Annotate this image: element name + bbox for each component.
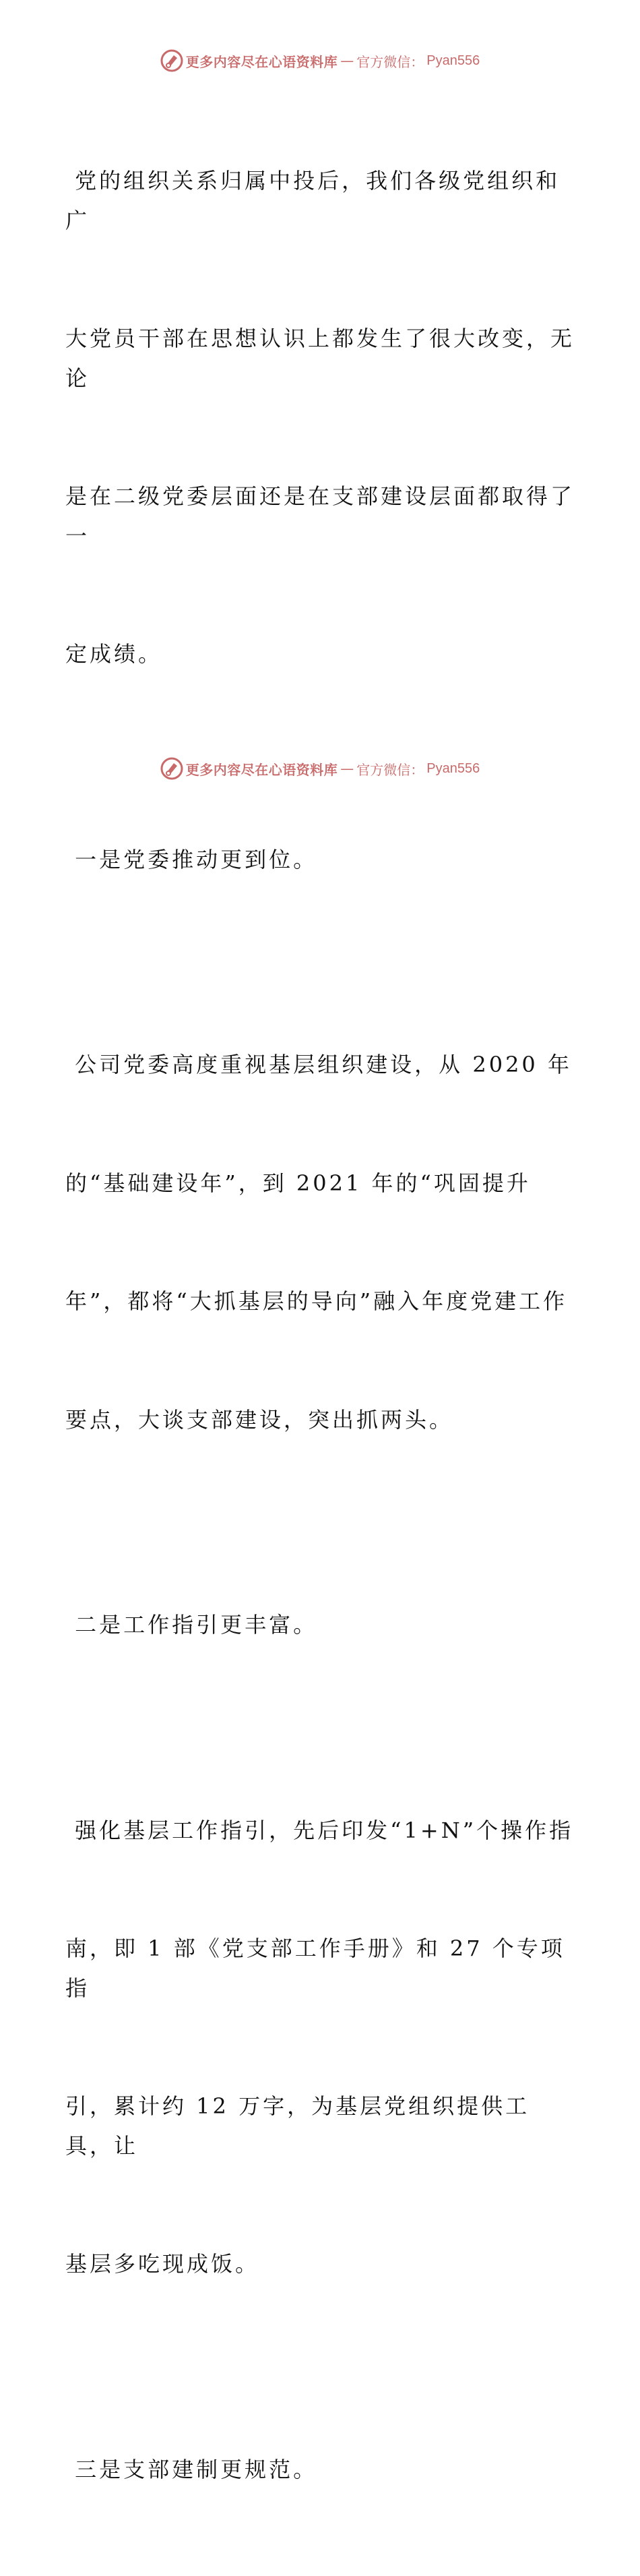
- header-banner-text: 更多内容尽在心语资料库: [185, 53, 338, 70]
- footer-watermark-banner: [0, 755, 640, 782]
- paragraph-point-one: [65, 966, 577, 1518]
- text-line: 南，即 1 部《党支部工作手册》和 27 个专项指: [65, 1936, 565, 2001]
- text-line: 二是工作指引更丰富。: [65, 1612, 318, 1638]
- text-line: 要点，大谈支部建设，突出抓两头。: [65, 1406, 454, 1433]
- heading-point-three: [65, 2371, 577, 2569]
- document-body: [65, 82, 577, 2576]
- header-watermark-banner: [0, 47, 640, 74]
- text-line: 一是党委推动更到位。: [65, 846, 318, 872]
- heading-point-two: [65, 1526, 577, 1724]
- text-line: 强化基层工作指引，先后印发“1+N”个操作指: [65, 1817, 574, 1843]
- header-wechat-id: Pyan556: [426, 53, 480, 68]
- text-line: 公司党委高度重视基层组织建设，从 2020 年: [65, 1052, 572, 1077]
- text-line: 年”，都将“大抓基层的导向”融入年度党建工作: [65, 1288, 568, 1314]
- footer-wechat-label: 官方微信：: [356, 761, 424, 778]
- footer-banner-separator: —: [340, 760, 354, 777]
- brand-logo-icon: [160, 49, 183, 72]
- footer-wechat-id: Pyan556: [426, 760, 480, 776]
- heading-point-one: [65, 761, 577, 959]
- header-banner-separator: —: [340, 53, 354, 69]
- text-line: 三是支部建制更规范。: [65, 2456, 318, 2482]
- text-line: 的“基础建设年”，到 2021 年的“巩固提升: [65, 1170, 531, 1196]
- paragraph-point-two: [65, 1732, 577, 2363]
- text-line: 引，累计约 12 万字，为基层党组织提供工具，让: [65, 2093, 530, 2159]
- text-line: 大党员干部在思想认识上都发生了很大改变，无论: [65, 326, 575, 391]
- footer-banner-text: 更多内容尽在心语资料库: [185, 761, 338, 778]
- brand-logo-icon: [160, 757, 183, 780]
- text-line: 基层多吃现成饭。: [65, 2251, 260, 2277]
- text-line: 党的组织关系归属中投后，我们各级党组织和广: [65, 168, 561, 233]
- header-wechat-label: 官方微信：: [356, 53, 424, 70]
- text-line: 是在二级党委层面还是在支部建设层面都取得了一: [65, 483, 575, 549]
- text-line: 定成绩。: [65, 641, 163, 667]
- paragraph-intro: [65, 82, 577, 753]
